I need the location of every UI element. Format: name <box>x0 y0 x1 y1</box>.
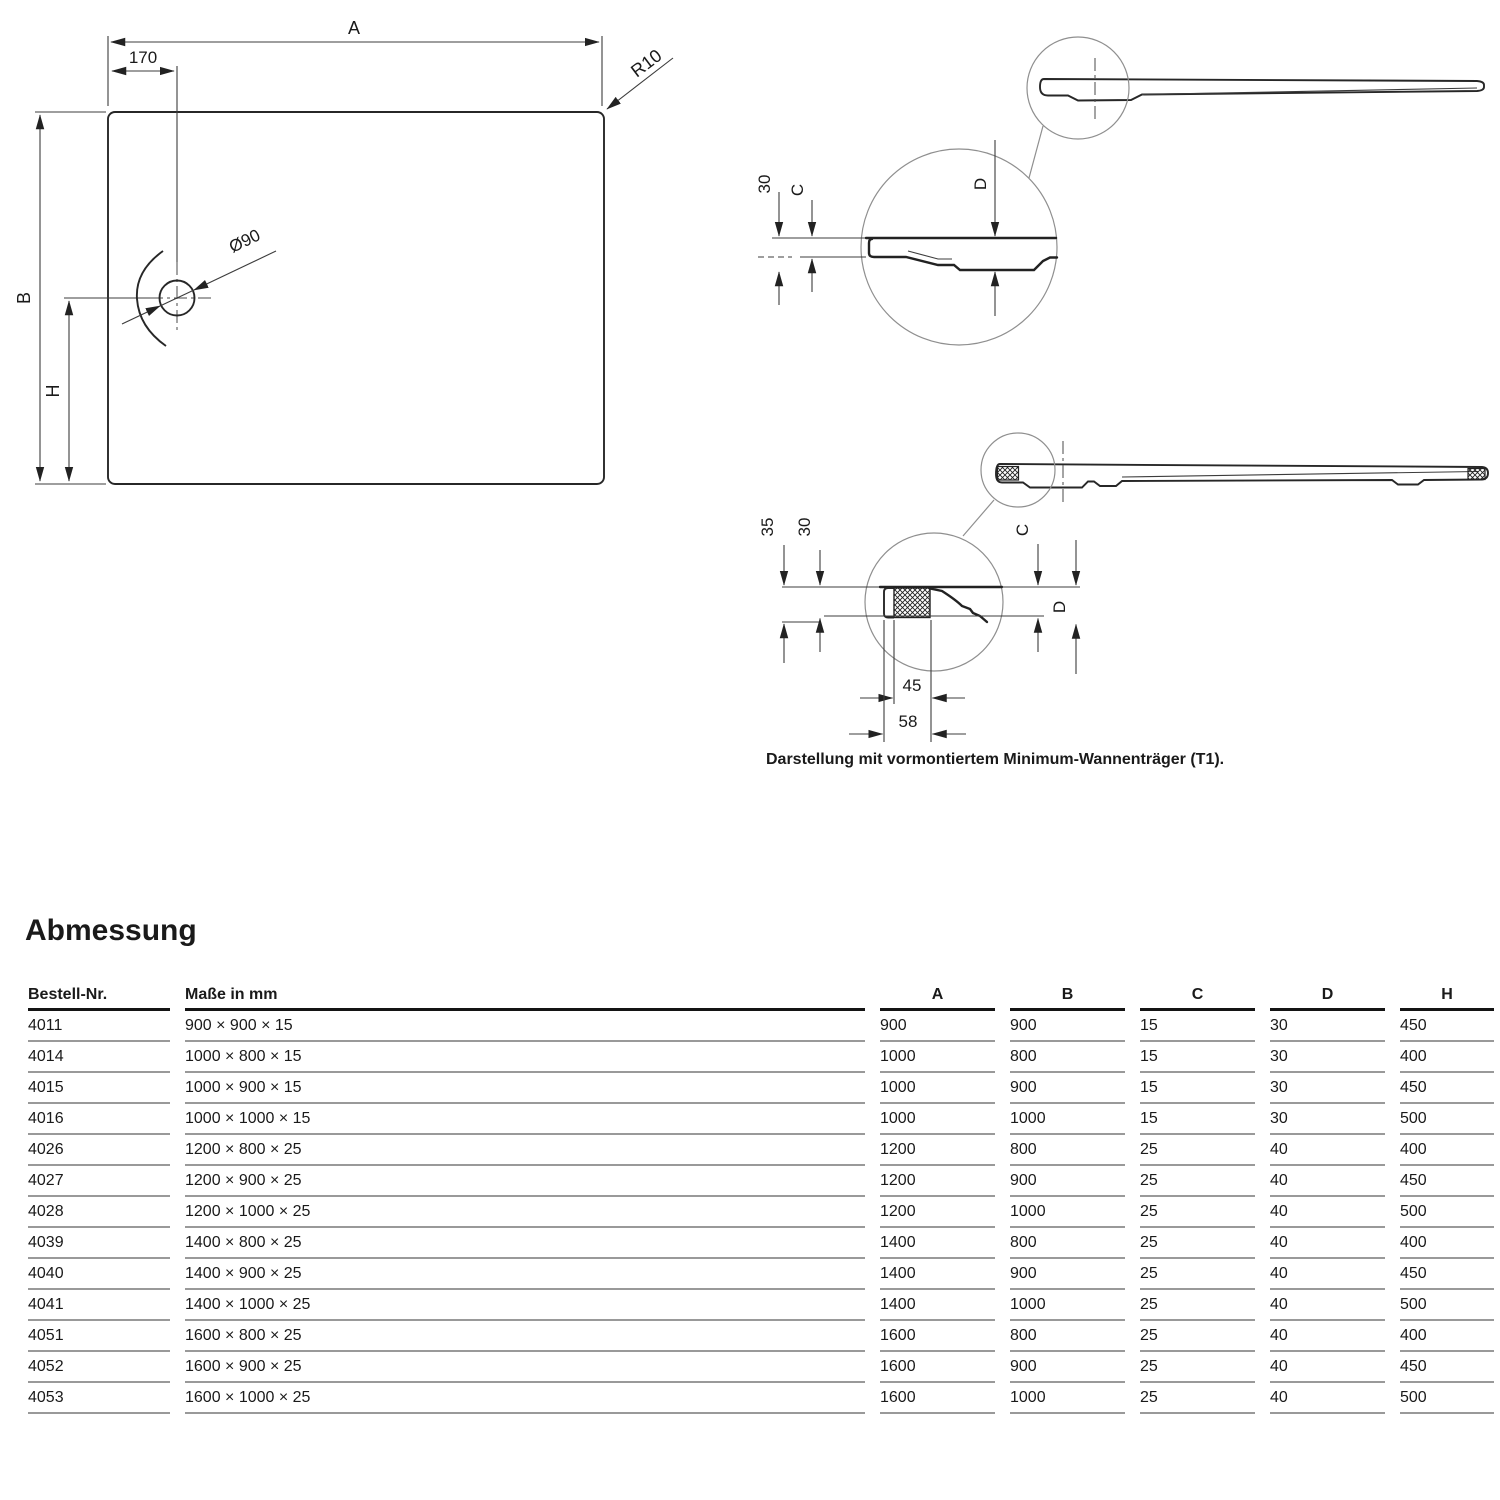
cell-d: 40 <box>1270 1259 1385 1290</box>
cell-d: 40 <box>1270 1321 1385 1352</box>
table-row <box>28 1073 1494 1104</box>
cell-b: 900 <box>1010 1166 1125 1197</box>
cell-order-no: 4053 <box>28 1383 170 1414</box>
cell-a: 1400 <box>880 1259 995 1290</box>
table-row <box>28 1166 1494 1197</box>
cell-b: 800 <box>1010 1228 1125 1259</box>
cell-c: 25 <box>1140 1352 1255 1383</box>
cell-c: 15 <box>1140 1011 1255 1042</box>
cell-h: 400 <box>1400 1135 1494 1166</box>
support-block-right <box>1468 469 1485 480</box>
cell-h: 450 <box>1400 1352 1494 1383</box>
cell-h: 500 <box>1400 1383 1494 1414</box>
cell-order-no: 4016 <box>28 1104 170 1135</box>
cell-d: 40 <box>1270 1166 1385 1197</box>
col-header-dimensions: Maße in mm <box>185 984 865 1011</box>
cell-c: 25 <box>1140 1135 1255 1166</box>
detail-leader-2 <box>963 500 994 536</box>
detail-circle-big-1 <box>861 149 1057 345</box>
cell-c: 25 <box>1140 1259 1255 1290</box>
cell-c: 25 <box>1140 1321 1255 1352</box>
cell-a: 1000 <box>880 1104 995 1135</box>
detail2-edge-cap <box>884 588 894 618</box>
cell-a: 1400 <box>880 1290 995 1321</box>
cell-order-no: 4028 <box>28 1197 170 1228</box>
col-header-d: D <box>1270 984 1385 1011</box>
cell-c: 25 <box>1140 1166 1255 1197</box>
cell-dimensions: 1600 × 1000 × 25 <box>185 1383 865 1414</box>
cell-order-no: 4015 <box>28 1073 170 1104</box>
svg-text:30: 30 <box>755 174 774 194</box>
cell-a: 1600 <box>880 1352 995 1383</box>
cell-order-no: 4026 <box>28 1135 170 1166</box>
cell-dimensions: 1400 × 1000 × 25 <box>185 1290 865 1321</box>
cell-d: 30 <box>1270 1011 1385 1042</box>
cell-a: 1200 <box>880 1135 995 1166</box>
dim-a-label: A <box>347 18 361 38</box>
cell-dimensions: 900 × 900 × 15 <box>185 1011 865 1042</box>
cell-c: 25 <box>1140 1290 1255 1321</box>
table-row <box>28 1135 1494 1166</box>
table-row <box>28 1011 1494 1042</box>
cell-c: 25 <box>1140 1383 1255 1414</box>
table-row <box>28 1104 1494 1135</box>
cell-order-no: 4040 <box>28 1259 170 1290</box>
table-row <box>28 1383 1494 1414</box>
cell-h: 500 <box>1400 1197 1494 1228</box>
detail1-dim-30 <box>755 175 779 305</box>
svg-text:D: D <box>1050 600 1069 614</box>
table-row <box>28 1290 1494 1321</box>
cell-h: 500 <box>1400 1290 1494 1321</box>
cell-order-no: 4011 <box>28 1011 170 1042</box>
detail-1 <box>755 140 1057 345</box>
cell-b: 900 <box>1010 1073 1125 1104</box>
col-header-h: H <box>1400 984 1494 1011</box>
dim-r10 <box>607 45 673 109</box>
cell-d: 30 <box>1270 1073 1385 1104</box>
cell-h: 400 <box>1400 1228 1494 1259</box>
detail2-dim-c <box>1013 524 1038 652</box>
cell-a: 1600 <box>880 1383 995 1414</box>
cell-dimensions: 1200 × 900 × 25 <box>185 1166 865 1197</box>
detail-2 <box>758 518 1080 742</box>
cell-b: 900 <box>1010 1352 1125 1383</box>
dim-170 <box>112 48 177 334</box>
detail2-support-block <box>894 588 930 618</box>
section-title: Abmessung <box>25 914 197 947</box>
detail2-shell <box>930 589 987 623</box>
cell-order-no: 4041 <box>28 1290 170 1321</box>
cell-a: 900 <box>880 1011 995 1042</box>
detail2-dim-30 <box>795 518 820 652</box>
cell-dimensions: 1600 × 900 × 25 <box>185 1352 865 1383</box>
cell-a: 1000 <box>880 1042 995 1073</box>
cell-b: 1000 <box>1010 1104 1125 1135</box>
detail2-dim-35 <box>758 518 784 663</box>
cell-a: 1600 <box>880 1321 995 1352</box>
svg-text:D: D <box>971 177 990 191</box>
cell-c: 25 <box>1140 1228 1255 1259</box>
svg-text:35: 35 <box>758 517 777 537</box>
cell-b: 800 <box>1010 1042 1125 1073</box>
cell-a: 1200 <box>880 1166 995 1197</box>
cell-d: 30 <box>1270 1042 1385 1073</box>
dim-a <box>108 18 602 106</box>
cell-dimensions: 1000 × 900 × 15 <box>185 1073 865 1104</box>
cell-b: 1000 <box>1010 1383 1125 1414</box>
cell-dimensions: 1400 × 900 × 25 <box>185 1259 865 1290</box>
cell-order-no: 4039 <box>28 1228 170 1259</box>
cell-order-no: 4051 <box>28 1321 170 1352</box>
side-view-1 <box>1027 37 1484 178</box>
cell-h: 450 <box>1400 1073 1494 1104</box>
cell-h: 500 <box>1400 1104 1494 1135</box>
plan-view <box>14 18 673 484</box>
col-header-c: C <box>1140 984 1255 1011</box>
dim-h <box>43 298 214 481</box>
cell-dimensions: 1000 × 800 × 15 <box>185 1042 865 1073</box>
cell-dimensions: 1200 × 800 × 25 <box>185 1135 865 1166</box>
cell-b: 1000 <box>1010 1197 1125 1228</box>
cell-h: 400 <box>1400 1042 1494 1073</box>
drawing-caption: Darstellung mit vormontiertem Minimum-Wannenträger (T1). <box>766 751 1225 768</box>
cell-c: 15 <box>1140 1073 1255 1104</box>
cell-a: 1200 <box>880 1197 995 1228</box>
cell-b: 900 <box>1010 1259 1125 1290</box>
cell-order-no: 4027 <box>28 1166 170 1197</box>
cell-c: 25 <box>1140 1197 1255 1228</box>
cell-d: 40 <box>1270 1352 1385 1383</box>
side-view-2 <box>963 433 1488 536</box>
dim-diameter-label: Ø90 <box>225 225 264 257</box>
cell-dimensions: 1000 × 1000 × 15 <box>185 1104 865 1135</box>
cell-h: 450 <box>1400 1259 1494 1290</box>
dimension-table <box>28 984 1494 1414</box>
cell-dimensions: 1600 × 800 × 25 <box>185 1321 865 1352</box>
detail2-dim-d <box>1050 540 1076 674</box>
dim-b-label: B <box>14 291 34 305</box>
table-row <box>28 1352 1494 1383</box>
table-row <box>28 1228 1494 1259</box>
table-row <box>28 1321 1494 1352</box>
detail1-dim-d <box>971 140 995 316</box>
table-row <box>28 1259 1494 1290</box>
cell-b: 800 <box>1010 1321 1125 1352</box>
cell-b: 1000 <box>1010 1290 1125 1321</box>
detail-leader-1 <box>1029 126 1043 178</box>
cell-d: 40 <box>1270 1197 1385 1228</box>
table-header-row <box>28 984 1494 1011</box>
dim-170-label: 170 <box>128 48 158 67</box>
svg-text:45: 45 <box>902 676 922 695</box>
cell-d: 40 <box>1270 1290 1385 1321</box>
cell-c: 15 <box>1140 1042 1255 1073</box>
cell-h: 450 <box>1400 1011 1494 1042</box>
dimension-table-body <box>28 1011 1494 1414</box>
cell-a: 1400 <box>880 1228 995 1259</box>
svg-text:58: 58 <box>898 712 918 731</box>
table-row <box>28 1197 1494 1228</box>
cell-d: 30 <box>1270 1104 1385 1135</box>
cell-dimensions: 1200 × 1000 × 25 <box>185 1197 865 1228</box>
tray-profile-2 <box>996 464 1488 488</box>
support-block-left <box>998 467 1019 481</box>
drain <box>122 225 276 346</box>
svg-text:C: C <box>1013 523 1032 537</box>
cell-order-no: 4052 <box>28 1352 170 1383</box>
dim-r10-label: R10 <box>627 45 666 82</box>
col-header-b: B <box>1010 984 1125 1011</box>
tray-profile-1 <box>1040 79 1484 101</box>
cell-d: 40 <box>1270 1228 1385 1259</box>
cell-d: 40 <box>1270 1383 1385 1414</box>
cell-a: 1000 <box>880 1073 995 1104</box>
cell-b: 800 <box>1010 1135 1125 1166</box>
col-header-order-no: Bestell-Nr. <box>28 984 170 1011</box>
col-header-a: A <box>880 984 995 1011</box>
cell-b: 900 <box>1010 1011 1125 1042</box>
dim-h-label: H <box>43 384 63 398</box>
svg-text:C: C <box>788 183 807 197</box>
svg-text:30: 30 <box>795 517 814 537</box>
cell-d: 40 <box>1270 1135 1385 1166</box>
detail1-shell <box>869 239 1057 270</box>
detail-circle-big-2 <box>865 533 1003 671</box>
cell-order-no: 4014 <box>28 1042 170 1073</box>
cell-c: 15 <box>1140 1104 1255 1135</box>
cell-h: 450 <box>1400 1166 1494 1197</box>
detail-circle-small-1 <box>1027 37 1129 139</box>
cell-dimensions: 1400 × 800 × 25 <box>185 1228 865 1259</box>
table-row <box>28 1042 1494 1073</box>
cell-h: 400 <box>1400 1321 1494 1352</box>
